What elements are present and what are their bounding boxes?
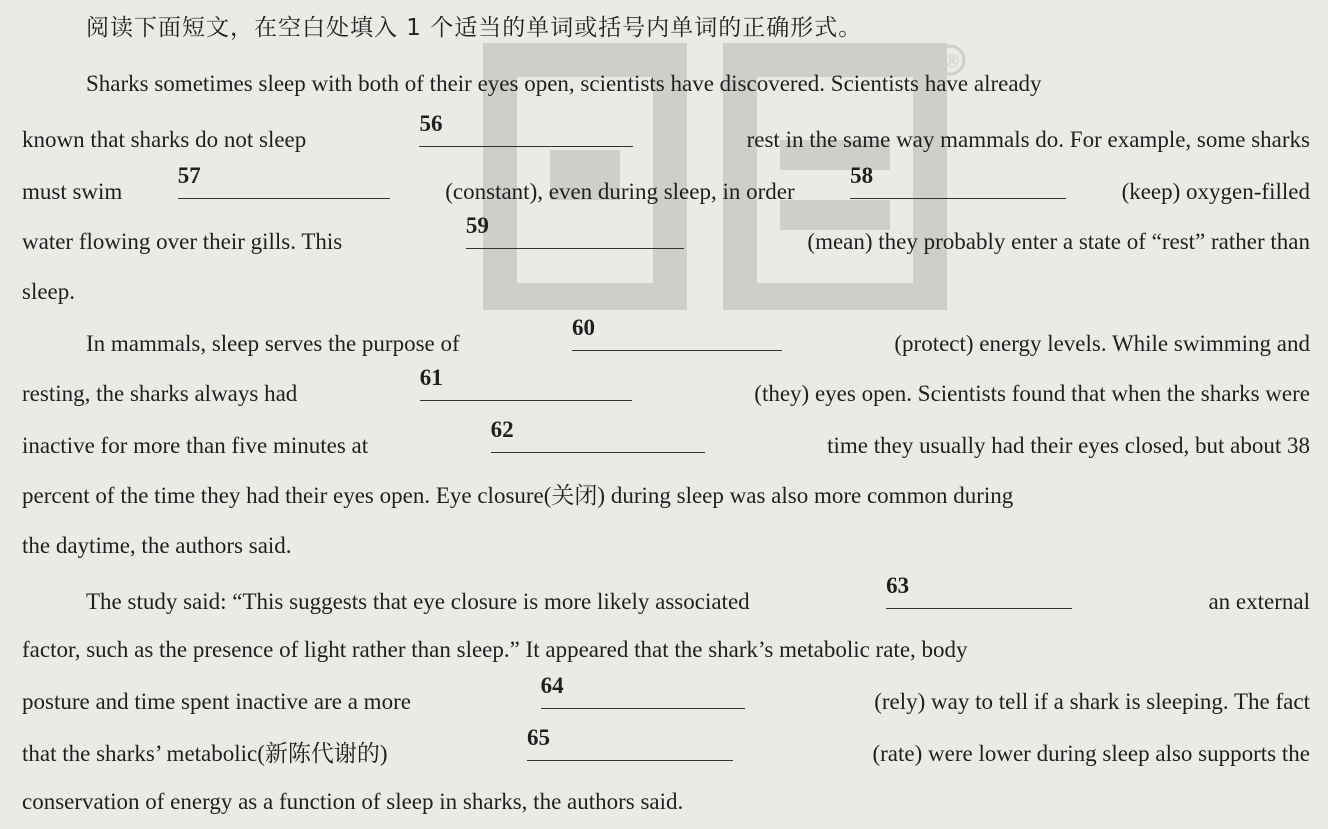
blank-number: 62 [490, 417, 514, 442]
blank-number: 61 [419, 365, 443, 390]
p2-text: In mammals, sleep serves the purpose of [86, 331, 460, 356]
registered-mark: ® [943, 51, 961, 72]
p2-text: inactive for more than five minutes at [22, 433, 369, 458]
p1-line-1 [86, 64, 1310, 104]
p3-text: posture and time spent inactive are a more [22, 689, 411, 714]
blank-number: 65 [527, 725, 551, 750]
p2-line-5 [22, 526, 1310, 566]
instruction-heading: 阅读下面短文，在空白处填入 1 个适当的单词或括号内单词的正确形式。 [86, 15, 863, 41]
blank-number: 60 [572, 315, 596, 340]
p1-line-2 [22, 111, 1310, 158]
p2-line-1 [86, 315, 1310, 362]
blank-63[interactable] [886, 573, 1072, 609]
p1-text: must swim [22, 179, 123, 204]
p2-line-2 [22, 365, 1310, 412]
blank-number: 63 [886, 573, 910, 598]
p2-text: (they) eyes open. Scientists found that when the sharks were [754, 381, 1310, 406]
p1-text: water flowing over their gills. This [22, 229, 343, 254]
blank-number: 59 [465, 213, 489, 238]
p1-text: rest in the same way mammals do. For example, some sharks [746, 127, 1310, 152]
p3-text: factor, such as the presence of light rather than sleep.” It appeared that the shark’s metabolic rate, body [22, 637, 968, 662]
p1-text: Sharks sometimes sleep with both of their eyes open, scientists have discovered. Scientists have already [86, 71, 1042, 96]
p3-text: conservation of energy as a function of sleep in sharks, the authors said. [22, 789, 684, 814]
p1-text: sleep. [22, 279, 76, 304]
p1-line-3 [22, 163, 1310, 210]
p3-line-5 [22, 782, 1310, 822]
p3-text: (rely) way to tell if a shark is sleeping. The fact [874, 689, 1310, 714]
p3-text: an external [1208, 589, 1310, 614]
blank-57[interactable] [177, 163, 390, 199]
p3-line-1 [86, 573, 1310, 620]
p2-text: time they usually had their eyes closed, but about 38 [827, 433, 1310, 458]
blank-number: 57 [177, 163, 201, 188]
blank-61[interactable] [419, 365, 632, 401]
blank-60[interactable] [572, 315, 782, 351]
blank-number: 64 [540, 673, 564, 698]
p2-text: percent of the time they had their eyes open. Eye closure(关闭) during sleep was also more common during [22, 483, 1014, 508]
blank-number: 56 [419, 111, 443, 136]
p3-text: (rate) were lower during sleep also supports the [872, 741, 1310, 766]
p1-line-4 [22, 213, 1310, 260]
p3-line-2 [22, 630, 1310, 670]
p1-text: (constant), even during sleep, in order [445, 179, 795, 204]
blank-56[interactable] [419, 111, 633, 147]
p1-text: known that sharks do not sleep [22, 127, 307, 152]
p3-text: The study said: “This suggests that eye closure is more likely associated [86, 589, 750, 614]
p3-line-4 [22, 725, 1310, 772]
blank-number: 58 [850, 163, 874, 188]
p1-line-5 [22, 272, 1310, 312]
blank-59[interactable] [465, 213, 684, 249]
p3-text: that the sharks’ metabolic(新陈代谢的) [22, 741, 388, 766]
blank-62[interactable] [490, 417, 705, 453]
blank-65[interactable] [527, 725, 733, 761]
p1-text: (keep) oxygen-filled [1121, 179, 1310, 204]
p2-text: (protect) energy levels. While swimming and [894, 331, 1310, 356]
p2-line-3 [22, 417, 1310, 464]
p2-text: resting, the sharks always had [22, 381, 298, 406]
p1-text: (mean) they probably enter a state of “rest” rather than [807, 229, 1310, 254]
p2-text: the daytime, the authors said. [22, 533, 292, 558]
blank-64[interactable] [540, 673, 745, 709]
blank-58[interactable] [850, 163, 1066, 199]
p3-line-3 [22, 673, 1310, 720]
p2-line-4 [22, 476, 1310, 516]
